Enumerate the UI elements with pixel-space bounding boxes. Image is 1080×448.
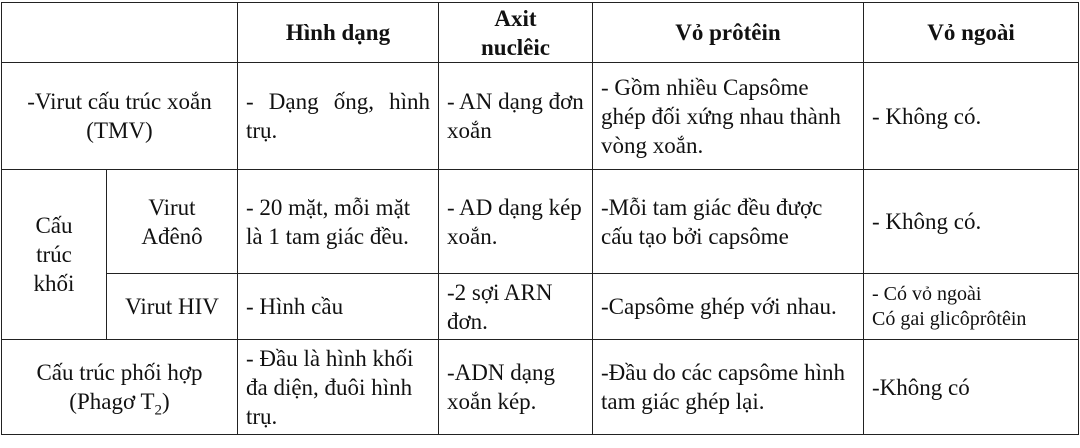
complex-name-suffix: ) bbox=[162, 389, 170, 414]
header-nucleic-line2: nuclêic bbox=[481, 34, 550, 60]
header-corner-cell bbox=[2, 3, 238, 63]
adeno-shape: - 20 mặt, mỗi mặt là 1 tam giác đều. bbox=[238, 170, 439, 274]
table-row-complex bbox=[2, 340, 1079, 435]
adeno-envelope: - Không có. bbox=[864, 170, 1079, 274]
header-row bbox=[2, 3, 1079, 63]
helical-envelope: - Không có. bbox=[864, 63, 1079, 170]
helical-name-line2: (TMV) bbox=[86, 118, 153, 143]
hiv-protein: -Capsôme ghép với nhau. bbox=[593, 274, 864, 340]
hiv-nucleic: -2 sợi ARN đơn. bbox=[439, 274, 593, 340]
helical-shape: - Dạng ống, hình trụ. bbox=[238, 63, 439, 170]
hiv-name: Virut HIV bbox=[107, 274, 238, 340]
complex-envelope: -Không có bbox=[864, 340, 1079, 435]
complex-protein: -Đầu do các capsôme hình tam giác ghép lại. bbox=[593, 340, 864, 435]
virus-structure-table bbox=[1, 2, 1079, 435]
complex-shape: - Đầu là hình khối đa diện, đuôi hình trụ. bbox=[238, 340, 439, 435]
hiv-shape: - Hình cầu bbox=[238, 274, 439, 340]
header-protein-coat: Vỏ prôtêin bbox=[593, 3, 864, 63]
table-row-hiv bbox=[2, 274, 1079, 340]
complex-name-subscript: 2 bbox=[154, 402, 163, 419]
cubic-label-line1: Cấu bbox=[35, 213, 73, 238]
header-envelope: Vỏ ngoài bbox=[864, 3, 1079, 63]
cubic-label-line3: khối bbox=[33, 271, 75, 296]
helical-nucleic: - AN dạng đơn xoắn bbox=[439, 63, 593, 170]
hiv-envelope bbox=[864, 274, 1079, 340]
helical-protein: - Gồm nhiều Capsôme ghép đối xứng nhau thành vòng xoắn. bbox=[593, 63, 864, 170]
adeno-name-line2: Ađênô bbox=[141, 223, 203, 249]
hiv-envelope-line2: Có gai glicôprôtêin bbox=[872, 307, 1027, 330]
cubic-group-label bbox=[2, 170, 107, 340]
cubic-label-line2: trúc bbox=[36, 242, 72, 267]
table-row-adeno bbox=[2, 170, 1079, 274]
adeno-protein: -Mỗi tam giác đều được cấu tạo bởi capsôme bbox=[593, 170, 864, 274]
adeno-name-line1: Virut bbox=[148, 194, 196, 220]
adeno-name bbox=[107, 170, 238, 274]
complex-name-line2 bbox=[10, 387, 229, 419]
complex-nucleic: -ADN dạng xoắn kép. bbox=[439, 340, 593, 435]
complex-name-prefix: (Phagơ T bbox=[69, 389, 155, 414]
hiv-envelope-line1: - Có vỏ ngoài bbox=[872, 282, 982, 305]
helical-name-line1: -Virut cấu trúc xoắn bbox=[27, 89, 212, 114]
row-helical-name bbox=[2, 63, 238, 170]
header-shape: Hình dạng bbox=[238, 3, 439, 63]
complex-name bbox=[2, 340, 238, 435]
header-nucleic-acid bbox=[439, 3, 593, 63]
table-row-helical bbox=[2, 63, 1079, 170]
complex-name-line1: Cấu trúc phối hợp bbox=[36, 360, 203, 385]
header-nucleic-line1: Axit bbox=[494, 5, 537, 31]
adeno-nucleic: - AD dạng kép xoắn. bbox=[439, 170, 593, 274]
